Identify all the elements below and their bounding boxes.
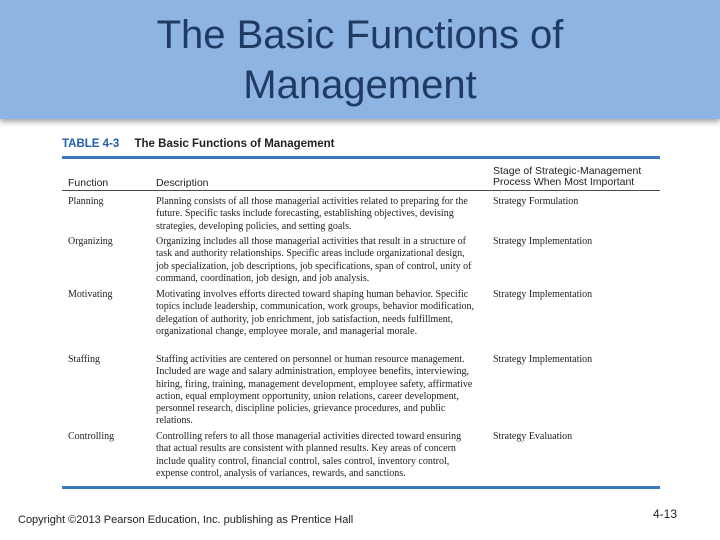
row-planning-function: Planning: [68, 196, 104, 207]
table-bottom-rule: [62, 486, 660, 489]
row-controlling-description: Controlling refers to all those managerial activities directed toward ensuring that actual results are consistent with planned results. Key areas of concern include quality control, financial control, sales control, inventory control, expense control, analysis of variances, rewards, and sanctions.: [156, 431, 462, 479]
slide-title-line-2: Management: [243, 63, 477, 107]
column-header-stage-line-1: Stage of Strategic-Management: [493, 165, 642, 177]
row-motivating-description: Motivating involves efforts directed toward shaping human behavior. Specific topics include leadership, communication, work groups, behavior modification, delegation of authority, job enrichment, job satisfaction, needs fulfillment, organizational change, employee morale, and managerial morale.: [156, 289, 474, 337]
row-organizing-stage: Strategy Implementation: [493, 236, 593, 247]
column-header-stage: [493, 166, 658, 188]
table-caption: [62, 138, 335, 150]
column-header-stage-line-2: Process When Most Important: [493, 176, 635, 188]
copyright-notice: Copyright ©2013 Pearson Education, Inc. publishing as Prentice Hall: [18, 514, 354, 526]
management-functions-table: [62, 136, 660, 491]
table-name: The Basic Functions of Management: [134, 138, 335, 150]
row-planning-description: Planning consists of all those managerial activities related to preparing for the future. Specific tasks include forecasting, establishing objectives, devising strategies, developing policies, and setting goals.: [156, 196, 468, 232]
row-organizing-description: Organizing includes all those managerial activities that result in a structure of task and authority relationships. Specific areas include organizational design, job specialization, job descriptions, job specifications, span of control, unity of command, coordination, job design, and job analysis.: [156, 236, 472, 284]
row-controlling-function: Controlling: [68, 431, 115, 442]
row-motivating-stage: Strategy Implementation: [493, 289, 593, 300]
row-motivating-function: Motivating: [68, 289, 113, 300]
row-controlling-stage: Strategy Evaluation: [493, 431, 573, 442]
table-header-rule: [62, 190, 660, 191]
table-top-rule: [62, 156, 660, 159]
row-planning-stage: Strategy Formulation: [493, 196, 579, 207]
column-header-function: Function: [68, 177, 109, 189]
column-header-description: Description: [156, 177, 209, 189]
slide-title: [0, 10, 720, 110]
row-staffing-description: Staffing activities are centered on personnel or human resource management. Included are wage and salary administration, employee benefits, interviewing, hiring, firing, training, management development, employee safety, affirmative action, equal employment opportunity, union relations, career development, personnel research, discipline policies, grievance procedures, and public relations.: [156, 354, 473, 427]
slide-title-line-1: The Basic Functions of: [156, 13, 564, 57]
row-staffing-function: Staffing: [68, 354, 101, 365]
row-organizing-function: Organizing: [68, 236, 113, 247]
table-number: TABLE 4-3: [62, 138, 120, 150]
row-staffing-stage: Strategy Implementation: [493, 354, 593, 365]
slide-number: 4-13: [653, 507, 678, 521]
